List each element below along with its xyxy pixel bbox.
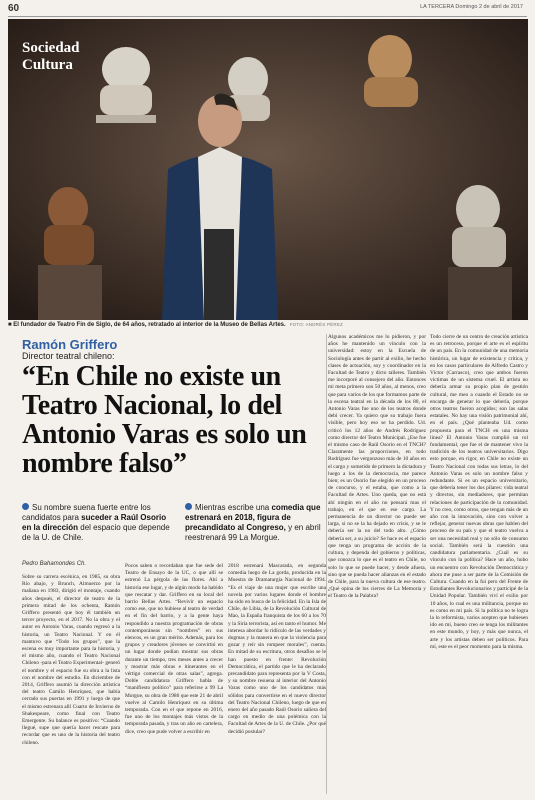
page-number: 60 [8, 3, 20, 14]
bullet-left-bold: suceder a Raúl Osorio en la dirección [22, 513, 167, 532]
article-column-5: Todo cierre de un centro de creación artística es un retroceso, porque el arte es el espíritu de un país. En la comunidad de una memoria histórica, un lugar de existencia y crítica, y en los casos particulares de Alfredo Castro y Victor (Carrasco), creo que ambos fueron víctimas de un sistema cruel. El artista no debería armar su propio plan de gestión cultural, me meo a cuando el Estado no se encarga de generar lo que debería, porque otros teatros fueron acogidos; son las salas estatales. No hay una visión patrimonial ahí, en el país. ¿Qué planteaba Ud. como propuesta para el TNCH en una misma línea? El Antonio Varas cumplió un rol fundamental, que fue el de mantener vivo la tradición de los teatros universitarios. Digo esto porque, en rigor, en Chile no existe un Teatro Nacional con todas sus letras, lo del Antonio Varas es solo un nombre falso y redundante. Si es un espacio universitario, que debería tener los dos pilares: vida teatral y directos, sin mediadores, que permitan relaciones de participación de la comunidad. Y no creo, como otros, que tengan más de un año con la innovación, sino con volver a reflejar, generar nuevas obras que hablen del proceso de su país y que el teatro vuelva a ser una necesidad real y no sólo de consumo social. También será la cuestión una candidatura parlamentaria. ¿Cuál es su vínculo con la política? Hace un año, hubo un encuentro con Revolución Democrática y ahora me puse a ser parte de la Comisión de Cultura. Cuando en la fui pero del Frente de Estudiantes Revolucionarios y participé de la Unidad Popular. También viví el exilio por 10 años, lo cual es una militancia, porque no es como en mi país. Si la política no te logra la lo reformista, varios acepten que hubiesen ido en mi, bueno creo se tenga los militantes en este mundo, y hoy, y más que nunca, el arte y los artistas deben ser políticos. Para mí, este es el peor momento para la misma. [430, 334, 528, 650]
article-column-4: Algunos académicos me lo pidieron, y por años he mantenido un vínculo con la universidad: estoy en la Escuela de Sociología antes de partir al exilio, he hecho clases de actuación, soy y coordinador en la Facultad de Teatro y dicto talleres. También me incorporé al consejero del año. Entonces mi meta primero son 50 años, al menos, creo que para varios de los que formamos parte de la escena teatral en la década de los 80, el Antonio Varas fue uno de los teatros donde debí crecer. Ya quiero que su trabajo fuera visible, pero hoy eso se ha perdido. Ud. criticó los 12 años de Andrés Rodríguez como director del Teatro Municipal. ¿Ese fue el mismo caso de Raúl Osorio en el TNCH? Claramente las proporciones, en todo Rodríguez fue vergonzoso más de 10 años en el cargo y sometido de primero la dictadura y luego a los de la democracia, me parece bien; es un Osorio fue elegido en un proceso de concurso, y el estaba, que como a la Facultad de Artes. Uno queda, que no está ahí ningún en el año no pensará mas el trabajo, en el que en ese cargo. La permanencia de un director no puede ser larga, si no se la ha dejado en crisis, y se le debería ser la no del todo alto. ¿Cómo debería ser, a su juicio? Se hace es el espacio que tenga un programa de acción de la cultura, y dependa del gobierno y políticas, que conozca lo que es el teatro en Chile, no solo lo que se puede hacer, y desde afuera, sino que se pueda hacer alianzas en el estado de Chile, para la nueva cultura de ese teatro. ¿Qué opina de los cierres de La Memoria y el Teatro de la Palabra? [328, 334, 426, 600]
photo-caption: ■ El fundador de Teatro Fin de Siglo, de 64 años, retratado al interior de la Museo de Bellas Artes. FOTO: ANDRÉS PÉREZ [8, 322, 343, 328]
section-line-1: Sociedad [22, 40, 80, 56]
header-rule [8, 16, 527, 17]
publication-date: LA TERCERA Domingo 2 de abril de 2017 [420, 4, 523, 10]
bullet-icon [185, 503, 192, 510]
article-column-2: Pocos saben o recordaban que fue sede del Teatro de Ensayo de la UC, o que allí se estrenó La pérgola de las flores. Ahí a historia ese lugar, y de algún modo ha habido que rescatar y dar. Griffero en su local del barrio Bellas Artes. “Revivir un espacio como ese, que no hubiese al teatro de verdad en el fin del barrio, y a la gente haya respondido a nuestra programación de obras contemporáneas sin “nombres” en sus elencos, es un gran mérito. Además, para los grupos y creadores jóvenes se convirtió en un lugar donde podían mostrar sus obras durante un tiempo, tres meses antes a crecer y mostrar más obras e itinerantes en el vértigo comercial de otras salas”, agrega. Doble candidatura Griffero habla de “manifiesto político” para referirse a 99 La Morgue, su obra de 1986 que este 21 de abril vuelve al Camilo Henríquez en su última temporada. Con en el que repone en 2016, fue uno de los montajes más vistos de la temporada pasada, y tras un año en cartelera, dice, creo que pude volver a escribir en [125, 563, 223, 735]
bullet-right-text: Mientras escribe una [195, 503, 272, 512]
section-label [22, 40, 80, 74]
column-divider [326, 334, 327, 794]
photo-credit: FOTO: ANDRÉS PÉREZ [289, 322, 343, 327]
bullet-left-text: Su nombre suena fuerte entre los candidatos para [22, 503, 151, 522]
summary-bullet-left [22, 503, 177, 543]
bullet-icon [22, 503, 29, 510]
summary-bullet-right [185, 503, 340, 543]
interviewee-role: Director teatral chileno: [22, 351, 115, 361]
main-photo [8, 19, 528, 320]
bullet-right-bold: comedia que estrenará en 2018, figura de precandidato al Congreso, [185, 503, 321, 532]
bullet-right-end: y en abril reestrenará 99 La Morgue. [185, 523, 321, 542]
interviewee-name: Ramón Griffero [22, 337, 118, 352]
caption-text: El fundador de Teatro Fin de Siglo, de 64 años, retratado al interior de la Museo de Bellas Artes. [13, 322, 286, 328]
article-column-3: 2018 estrenará Mascarada, en segunda comedia luego de La gorda, producida en la Muestra de Dramaturgia Nacional de 1994. “Es el viaje de una mujer que escribe una novela por varios lugares donde el hombre ha sido en busca de la felicidad. En la Isla de Chile, de Libia, de la Revolución Cultural de Mao, la España franquista de los 60 a los 70 y la Siria terrorista, así en tanto el humor. Me interesa abordar lo ridículo de las verdades y dogmas y la manera en que la violencia para gozar y reír sin rompeer morales”, cuenta. En mitad de su escritura, otros desafíos se le han puesto en frente: Revolución Democrática, el partido que le ha declarado precandidato para representa por la V Costa, y su nombre resuena al interior del Antonio Varas como uno de los candidatos más sólidos para convertirse en el nuevo director del Teatro Nacional Chileno, luego de que en enero del año pasado Raúl Osorio saliera del cargo en medio de una polémica con la Facultad de Artes de la U. de Chile. ¿Por qué decidió postular? [228, 563, 326, 735]
byline: Pedro Bahamondes Ch. [22, 561, 87, 567]
section-line-2: Cultura [22, 57, 73, 73]
article-column-1: Sobre su carrera escénica, en 1985, su obra Río abajo, y Brunch, Almuerzo por la mañana en 1983, dirigió el montaje, cuando años después, el director de teatro de la primera mitad de los ochenta, Ramón Griffero presentó que hoy él también un tercer proyecto, en el 2017. No la obra y el autor en Antonio Varas, cuando regresó a la historia, un Teatro Nacional. Y en él mantuvo que “Todo los grupos”, que la escena es muy importante para la historia, y el mismo año, cuando el Teatro Nacional Chileno -para el Teatro Experimental- generó el nombre y el espacio fue su obra a la lista con el nombre del estudio. En diciembre de 2014, Griffero asumió la dirección artística del teatro Camilo Henríquez, que había cerrado sus puertas en 1991 y luego de que el mismo estrenara allí Cuarto de Invierno de Shakespeare, como final con Teatro Emergente. Su balance es positivo: “Cuando llegué, supe que quería hacer rescate para recordar que es uno de la historia del teatro chileno. [22, 574, 120, 746]
bullet-left-end: del espacio que depende de la U. de Chile. [22, 523, 170, 542]
headline: “En Chile no existe un Teatro Nacional, lo del Antonio Varas es solo un nombre falso” [22, 361, 307, 479]
